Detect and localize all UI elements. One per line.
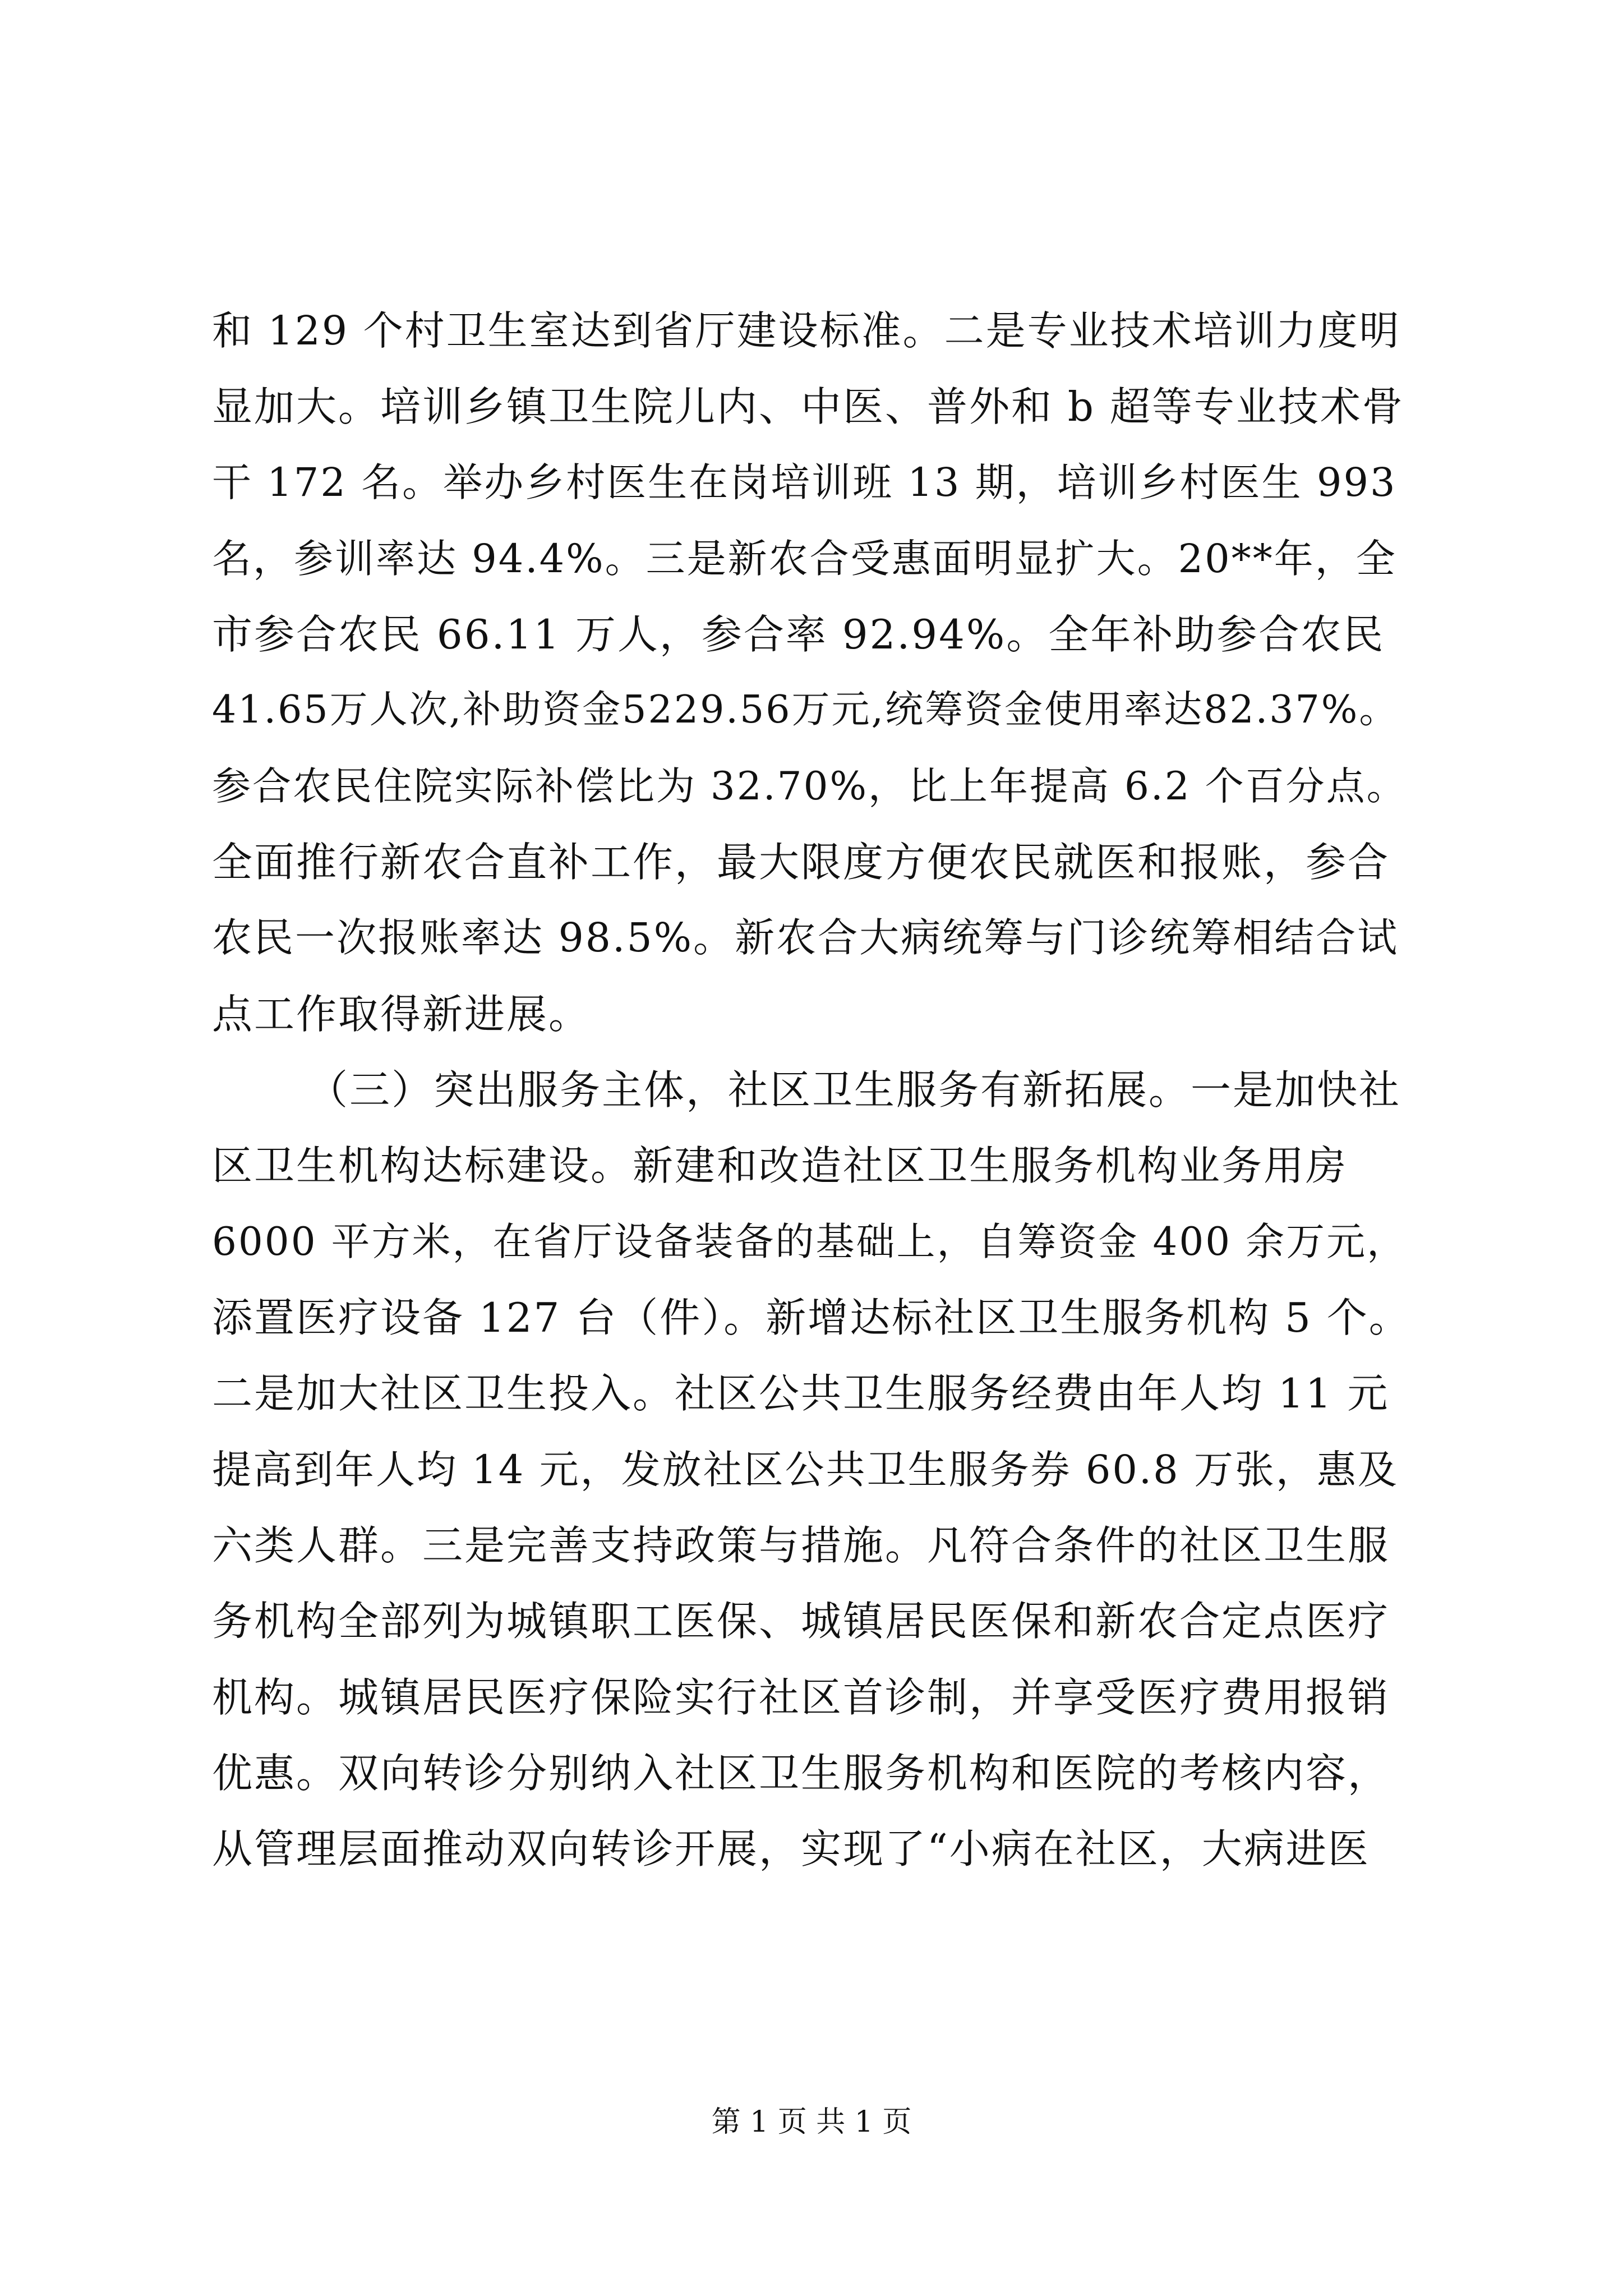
body-line: 41.65万人次,补助资金5229.56万元,统筹资金使用率达82.37%。 <box>212 688 1399 732</box>
body-line: 全面推行新农合直补工作，最大限度方便农民就医和报账，参合 <box>212 839 1390 886</box>
body-line: 和 129 个村卫生室达到省厅建设标准。二是专业技术培训力度明 <box>212 307 1401 354</box>
body-line: 参合农民住院实际补偿比为 32.70%，比上年提高 6.2 个百分点。 <box>212 764 1407 809</box>
body-line: 干 172 名。举办乡村医生在岗培训班 13 期，培训乡村医生 993 <box>212 459 1397 505</box>
body-line: 提高到年人均 14 元，发放社区公共卫生服务券 60.8 万张，惠及 <box>212 1447 1399 1493</box>
body-line: 务机构全部列为城镇职工医保、城镇居民医保和新农合定点医疗 <box>212 1598 1390 1645</box>
paragraph-heading-line: （三）突出服务主体，社区卫生服务有新拓展。一是加快社 <box>307 1066 1401 1114</box>
body-line: 添置医疗设备 127 台（件）。新增达标社区卫生服务机构 5 个。 <box>212 1294 1411 1341</box>
body-line: 机构。城镇居民医疗保险实行社区首诊制，并享受医疗费用报销 <box>212 1674 1390 1721</box>
body-line: 名，参训率达 94.4%。三是新农合受惠面明显扩大。20**年，全 <box>212 536 1397 582</box>
body-line: 点工作取得新进展。 <box>212 991 591 1038</box>
body-line: 二是加大社区卫生投入。社区公共卫生服务经费由年人均 11 元 <box>212 1370 1390 1417</box>
body-line: 市参合农民 66.11 万人，参合率 92.94%。全年补助参合农民 <box>212 611 1385 658</box>
body-line: 区卫生机构达标建设。新建和改造社区卫生服务机构业务用房 <box>212 1142 1348 1189</box>
body-line: 6000 平方米，在省厅设备装备的基础上，自筹资金 400 余万元， <box>212 1220 1408 1264</box>
page-footer: 第 1 页 共 1 页 <box>711 2105 912 2139</box>
body-line: 农民一次报账率达 98.5%。新农合大病统筹与门诊统筹相结合试 <box>212 914 1399 961</box>
body-line: 从管理层面推动双向转诊开展，实现了“小病在社区，大病进医 <box>212 1825 1370 1872</box>
body-line: 六类人群。三是完善支持政策与措施。凡符合条件的社区卫生服 <box>212 1522 1390 1569</box>
body-line: 优惠。双向转诊分别纳入社区卫生服务机构和医院的考核内容， <box>212 1750 1390 1797</box>
body-line: 显加大。培训乡镇卫生院儿内、中医、普外和 b 超等专业技术骨 <box>212 383 1404 430</box>
